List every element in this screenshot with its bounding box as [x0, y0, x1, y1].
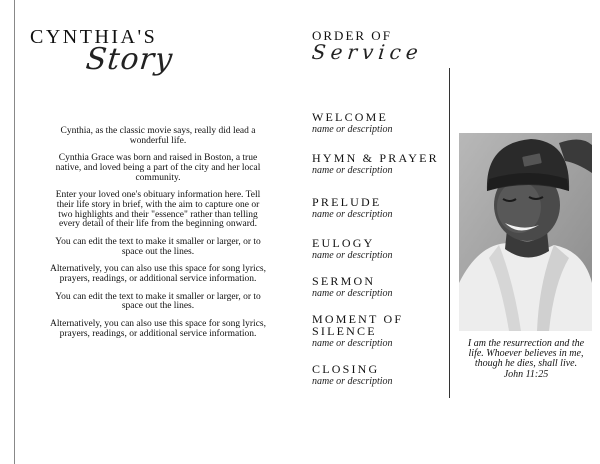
service-item-closing: [312, 363, 450, 388]
service-item-moment-of-silence: [312, 313, 412, 350]
story-paragraph: Cynthia Grace was born and raised in Boston, a true native, and loved being a part of the city and her local community.: [55, 153, 261, 183]
page-edge-line: [14, 0, 15, 464]
story-text: [50, 127, 266, 347]
service-item-desc: name or description: [312, 209, 393, 220]
service-item-sermon: [312, 275, 450, 300]
story-paragraph: You can edit the text to make it smaller or larger, or to space out the lines.: [55, 236, 261, 257]
story-paragraph: Enter your loved one's obituary information here. Tell their life story in brief, with the aim to capture one or two highlights and their "essence" rather than telling every detail of their life from the beginning onward.: [55, 190, 261, 230]
service-item-desc: name or description: [312, 288, 393, 299]
service-item-title: EULOGY: [312, 236, 375, 250]
service-item-welcome: [312, 111, 450, 136]
service-item-hymn-prayer: [312, 152, 450, 177]
story-paragraph: Alternatively, you can also use this space for song lyrics, prayers, readings, or additional service information.: [50, 319, 266, 339]
service-item-title: MOMENT OF SILENCE: [312, 312, 404, 338]
story-script-title: Story: [84, 42, 175, 77]
service-item-desc: name or description: [312, 250, 393, 261]
bible-verse: [460, 339, 592, 380]
story-paragraph: Alternatively, you can also use this space for song lyrics, prayers, readings, or additional service information.: [50, 264, 266, 284]
service-item-title: SERMON: [312, 274, 376, 288]
story-paragraph: Cynthia, as the classic movie says, really did lead a wonderful life.: [60, 126, 256, 146]
service-item-title: HYMN & PRAYER: [312, 151, 439, 165]
service-item-title: CLOSING: [312, 362, 380, 376]
service-item-prelude: [312, 196, 450, 221]
order-title: ORDER OF: [312, 28, 392, 43]
column-divider: [449, 68, 450, 398]
service-item-title: PRELUDE: [312, 195, 382, 209]
verse-reference: John 11:25: [503, 368, 549, 380]
story-title: CYNTHIA'S: [30, 26, 158, 48]
verse-text: I am the resurrection and the life. Whoever believes in me, though he dies, shall live.: [467, 338, 585, 370]
order-script-title: Service: [310, 40, 425, 64]
service-item-eulogy: [312, 237, 450, 262]
service-item-desc: name or description: [312, 376, 393, 387]
portrait-photo: [459, 133, 592, 331]
service-item-title: WELCOME: [312, 110, 389, 124]
service-item-desc: name or description: [312, 165, 393, 176]
service-item-desc: name or description: [312, 124, 393, 135]
service-item-desc: name or description: [312, 338, 393, 349]
story-paragraph: You can edit the text to make it smaller or larger, or to space out the lines.: [55, 291, 261, 312]
